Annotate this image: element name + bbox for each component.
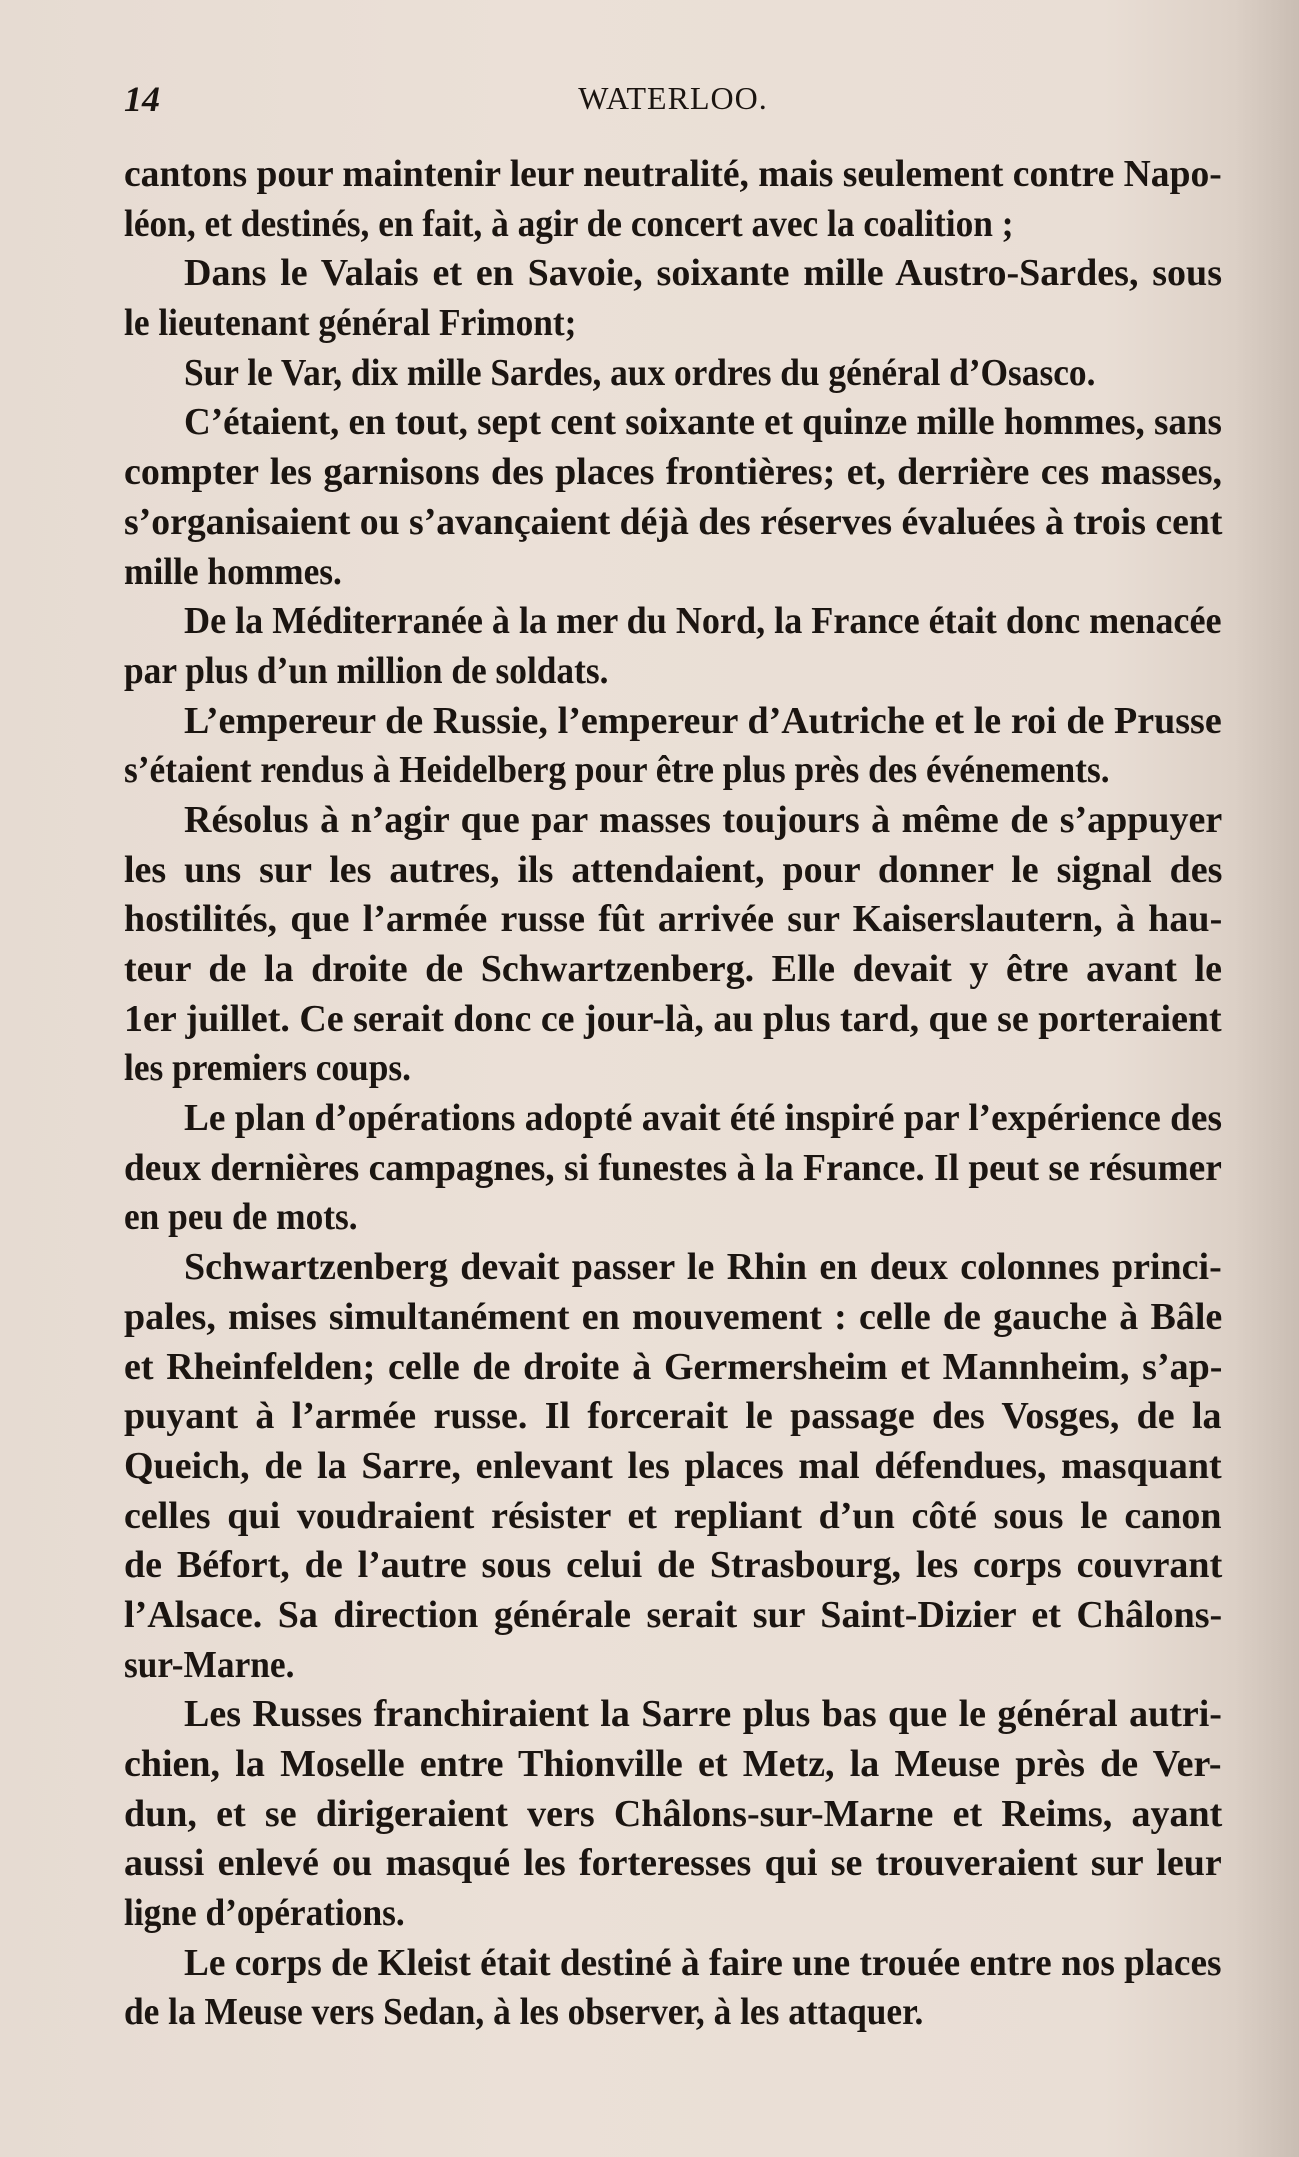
- text-line: [124, 647, 1222, 697]
- text-line: [124, 796, 1222, 846]
- text-line: [124, 299, 1222, 349]
- body-text: [124, 150, 1222, 2038]
- text-line: [124, 995, 1222, 1045]
- text-line: [124, 1442, 1222, 1492]
- text-line: [124, 1591, 1222, 1641]
- text-line: [124, 1193, 1222, 1243]
- text-line-content: teur de la droite de Schwartzenberg. Elle devait y être avant le: [124, 948, 1222, 990]
- text-line: [124, 249, 1222, 299]
- text-line-content: de Béfort, de l’autre sous celui de Strasbourg, les corps couvrant: [124, 1544, 1223, 1587]
- text-line-content: De la Méditerranée à la mer du Nord, la France était donc menacée: [184, 600, 1222, 643]
- text-line-content: les premiers coups.: [124, 1047, 411, 1090]
- text-line: [124, 1243, 1222, 1293]
- text-line-content: cantons pour maintenir leur neutralité, mais seulement contre Napo-: [124, 153, 1222, 195]
- text-line: [124, 548, 1222, 598]
- text-line: [124, 945, 1222, 995]
- text-line-content: sur-Marne.: [124, 1643, 295, 1686]
- text-line-content: les uns sur les autres, ils attendaient, pour donner le signal des: [124, 848, 1223, 891]
- text-line: [124, 1939, 1222, 1989]
- text-line: [124, 597, 1222, 647]
- text-line: [124, 150, 1222, 200]
- text-line: [124, 1988, 1222, 2038]
- text-line: [124, 349, 1222, 399]
- text-line-content: dun, et se dirigeraient vers Châlons-sur-Marne et Reims, ayant: [124, 1792, 1223, 1835]
- text-line: [124, 1392, 1222, 1442]
- text-line-content: Dans le Valais et en Savoie, soixante mille Austro-Sardes, sous: [184, 252, 1222, 295]
- text-line-content: Schwartzenberg devait passer le Rhin en deux colonnes princi-: [184, 1246, 1222, 1289]
- text-line: [124, 846, 1222, 896]
- text-line: [124, 1641, 1222, 1691]
- text-line-content: L’empereur de Russie, l’empereur d’Autriche et le roi de Prusse: [184, 699, 1222, 742]
- text-line: [124, 1094, 1222, 1144]
- text-line-content: et Rheinfelden; celle de droite à Germersheim et Mannheim, s’ap-: [124, 1345, 1223, 1388]
- text-line-content: Résolus à n’agir que par masses toujours à même de s’appuyer: [184, 798, 1223, 841]
- text-line: [124, 200, 1222, 250]
- text-line-content: s’étaient rendus à Heidelberg pour être plus près des événements.: [124, 749, 1110, 792]
- text-line: [124, 1144, 1222, 1194]
- text-line: [124, 1839, 1222, 1889]
- text-line-content: deux dernières campagnes, si funestes à la France. Il peut se résumer: [124, 1146, 1222, 1189]
- text-line-content: en peu de mots.: [124, 1196, 358, 1239]
- text-line-content: pales, mises simultanément en mouvement : celle de gauche à Bâle: [124, 1295, 1223, 1338]
- running-title: WATERLOO.: [578, 80, 768, 116]
- text-line-content: aussi enlevé ou masqué les forteresses qui se trouveraient sur leur: [124, 1842, 1222, 1885]
- text-line: [124, 1293, 1222, 1343]
- page-number: 14: [124, 79, 160, 119]
- text-line-content: mille hommes.: [124, 550, 342, 593]
- text-line-content: le lieutenant général Frimont;: [124, 302, 577, 345]
- text-line-content: chien, la Moselle entre Thionville et Metz, la Meuse près de Ver-: [124, 1743, 1222, 1785]
- text-line: [124, 895, 1222, 945]
- text-line-content: puyant à l’armée russe. Il forcerait le passage des Vosges, de la: [124, 1395, 1222, 1438]
- text-line-content: de la Meuse vers Sedan, à les observer, à les attaquer.: [124, 1991, 924, 2034]
- text-line-content: compter les garnisons des places frontières; et, derrière ces masses,: [124, 451, 1222, 494]
- page-header: [124, 78, 1222, 128]
- text-line: [124, 1044, 1222, 1094]
- text-line-content: par plus d’un million de soldats.: [124, 649, 609, 692]
- text-line-content: Sur le Var, dix mille Sardes, aux ordres du général d’Osasco.: [184, 351, 1096, 394]
- text-line-content: s’organisaient ou s’avançaient déjà des réserves évaluées à trois cent: [124, 500, 1223, 543]
- text-line: [124, 498, 1222, 548]
- text-line-content: celles qui voudraient résister et repliant d’un côté sous le canon: [124, 1494, 1222, 1537]
- text-line: [124, 746, 1222, 796]
- text-line-content: Le plan d’opérations adopté avait été inspiré par l’expérience des: [184, 1097, 1222, 1140]
- text-line-content: léon, et destinés, en fait, à agir de concert avec la coalition ;: [124, 202, 1014, 245]
- text-line: [124, 1790, 1222, 1840]
- text-line-content: hostilités, que l’armée russe fût arrivée sur Kaiserslautern, à hau-: [124, 898, 1223, 941]
- text-line-content: 1er juillet. Ce serait donc ce jour-là, au plus tard, que se porteraient: [124, 997, 1222, 1040]
- text-line: [124, 448, 1222, 498]
- text-line-content: l’Alsace. Sa direction générale serait sur Saint-Dizier et Châlons-: [124, 1593, 1223, 1636]
- text-line-content: Les Russes franchiraient la Sarre plus bas que le général autri-: [184, 1693, 1222, 1736]
- text-line: [124, 1889, 1222, 1939]
- text-line-content: Le corps de Kleist était destiné à faire une trouée entre nos places: [184, 1941, 1222, 1984]
- text-line: [124, 1541, 1222, 1591]
- text-line: [124, 398, 1222, 448]
- text-line-content: ligne d’opérations.: [124, 1892, 405, 1935]
- text-line: [124, 1740, 1222, 1790]
- text-line-content: Queich, de la Sarre, enlevant les places mal défendues, masquant: [124, 1444, 1222, 1487]
- text-line: [124, 697, 1222, 747]
- text-line: [124, 1343, 1222, 1393]
- text-line: [124, 1492, 1222, 1542]
- text-line: [124, 1690, 1222, 1740]
- text-line-content: C’étaient, en tout, sept cent soixante et quinze mille hommes, sans: [184, 401, 1222, 444]
